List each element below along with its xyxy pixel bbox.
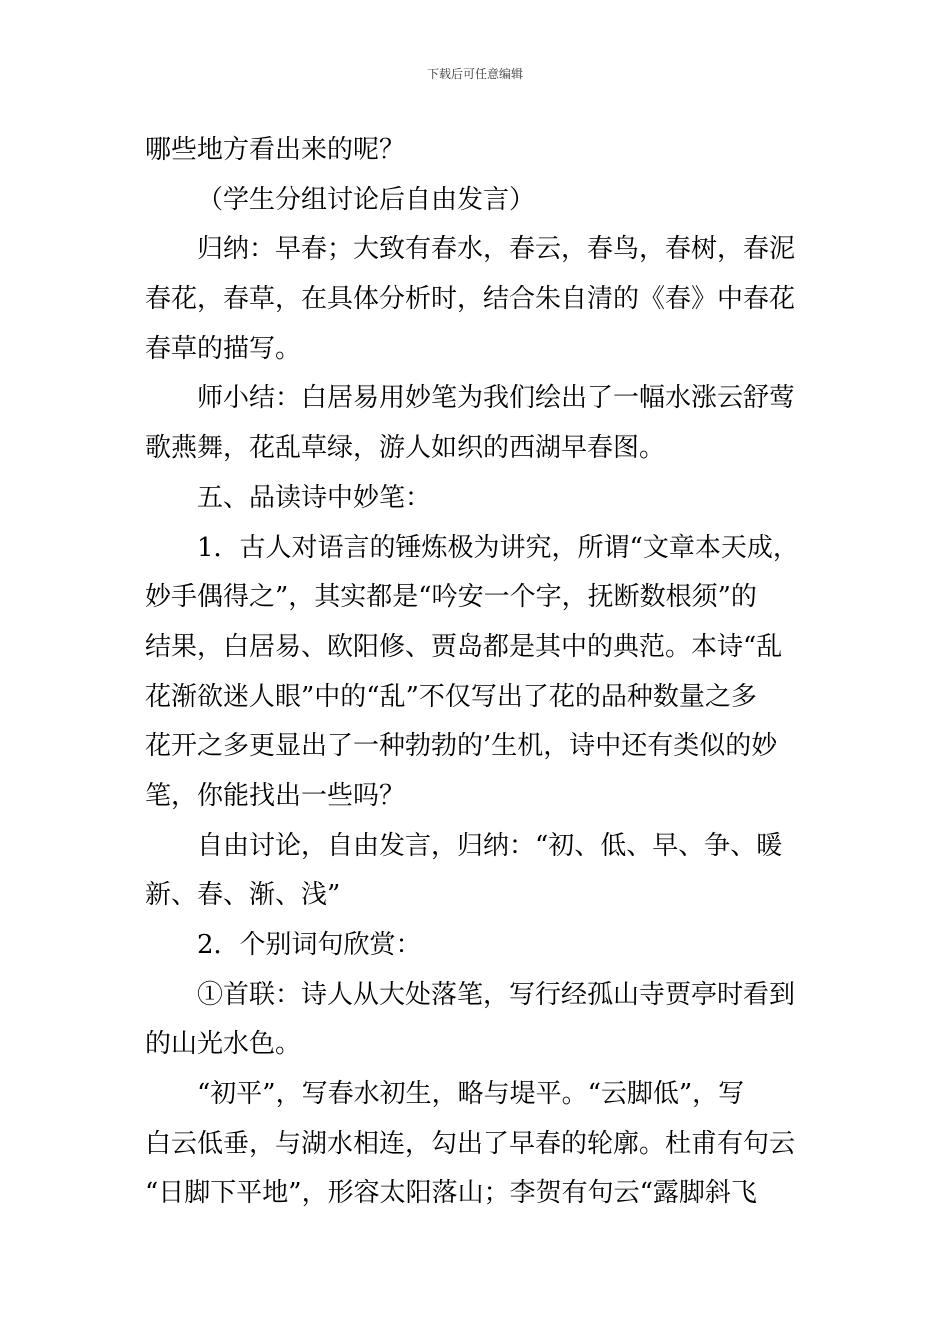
text-line-11: 结果，白居易、欧阳修、贾岛都是其中的典范。本诗“乱 [145, 631, 783, 662]
text-line-4: 春花，春草，在具体分析时，结合朱自清的《春》中春花 [145, 284, 796, 315]
text-line-21: 白云低垂，与湖水相连，勾出了早春的轮廓。杜甫有句云 [145, 1128, 796, 1159]
text-line-6: 师小结：白居易用妙笔为我们绘出了一幅水涨云舒莺 [197, 383, 796, 414]
text-line-3: 归纳：早春；大致有春水，春云，春鸟，春树，春泥 [197, 234, 796, 265]
text-line-13: 花开之多更显出了一种勃勃的’生机，诗中还有类似的妙 [145, 731, 778, 762]
text-line-14: 笔，你能找出一些吗？ [145, 780, 406, 811]
text-line-19: 的山光水色。 [145, 1029, 302, 1060]
text-line-22: “日脚下平地”，形容太阳落山；李贺有句云“露脚斜飞 [145, 1178, 757, 1209]
text-line-2: （学生分组讨论后自由发言） [197, 184, 536, 215]
section-heading: 五、品读诗中妙笔： [197, 482, 432, 513]
text-line-1: 哪些地方看出来的呢？ [145, 135, 406, 165]
text-line-15: 自由讨论，自由发言，归纳：“初、低、早、争、暖 [197, 830, 783, 861]
text-line-5: 春草的描写。 [145, 333, 302, 364]
text-line-16: 新、春、渐、浅” [145, 880, 341, 911]
text-line-20: “初平”，写春水初生，略与堤平。“云脚低”，写 [197, 1079, 745, 1110]
text-line-10: 妙手偶得之”，其实都是“吟安一个字，抚断数根须”的 [145, 582, 757, 613]
text-line-12: 花渐欲迷人眼”中的“乱”不仅写出了花的品种数量之多 [145, 681, 757, 712]
subsection-heading: 2．个别词句欣赏： [197, 930, 422, 960]
page-header: 下载后可任意编辑 [426, 67, 523, 81]
text-line-7: 歌燕舞，花乱草绿，游人如织的西湖早春图。 [145, 433, 666, 464]
text-line-9: 1．古人对语言的锤炼极为讲究，所谓“文章本天成， [197, 532, 799, 563]
document-body [145, 126, 810, 1219]
text-line-18: ①首联：诗人从大处落笔，写行经孤山寺贾亭时看到 [197, 979, 796, 1010]
